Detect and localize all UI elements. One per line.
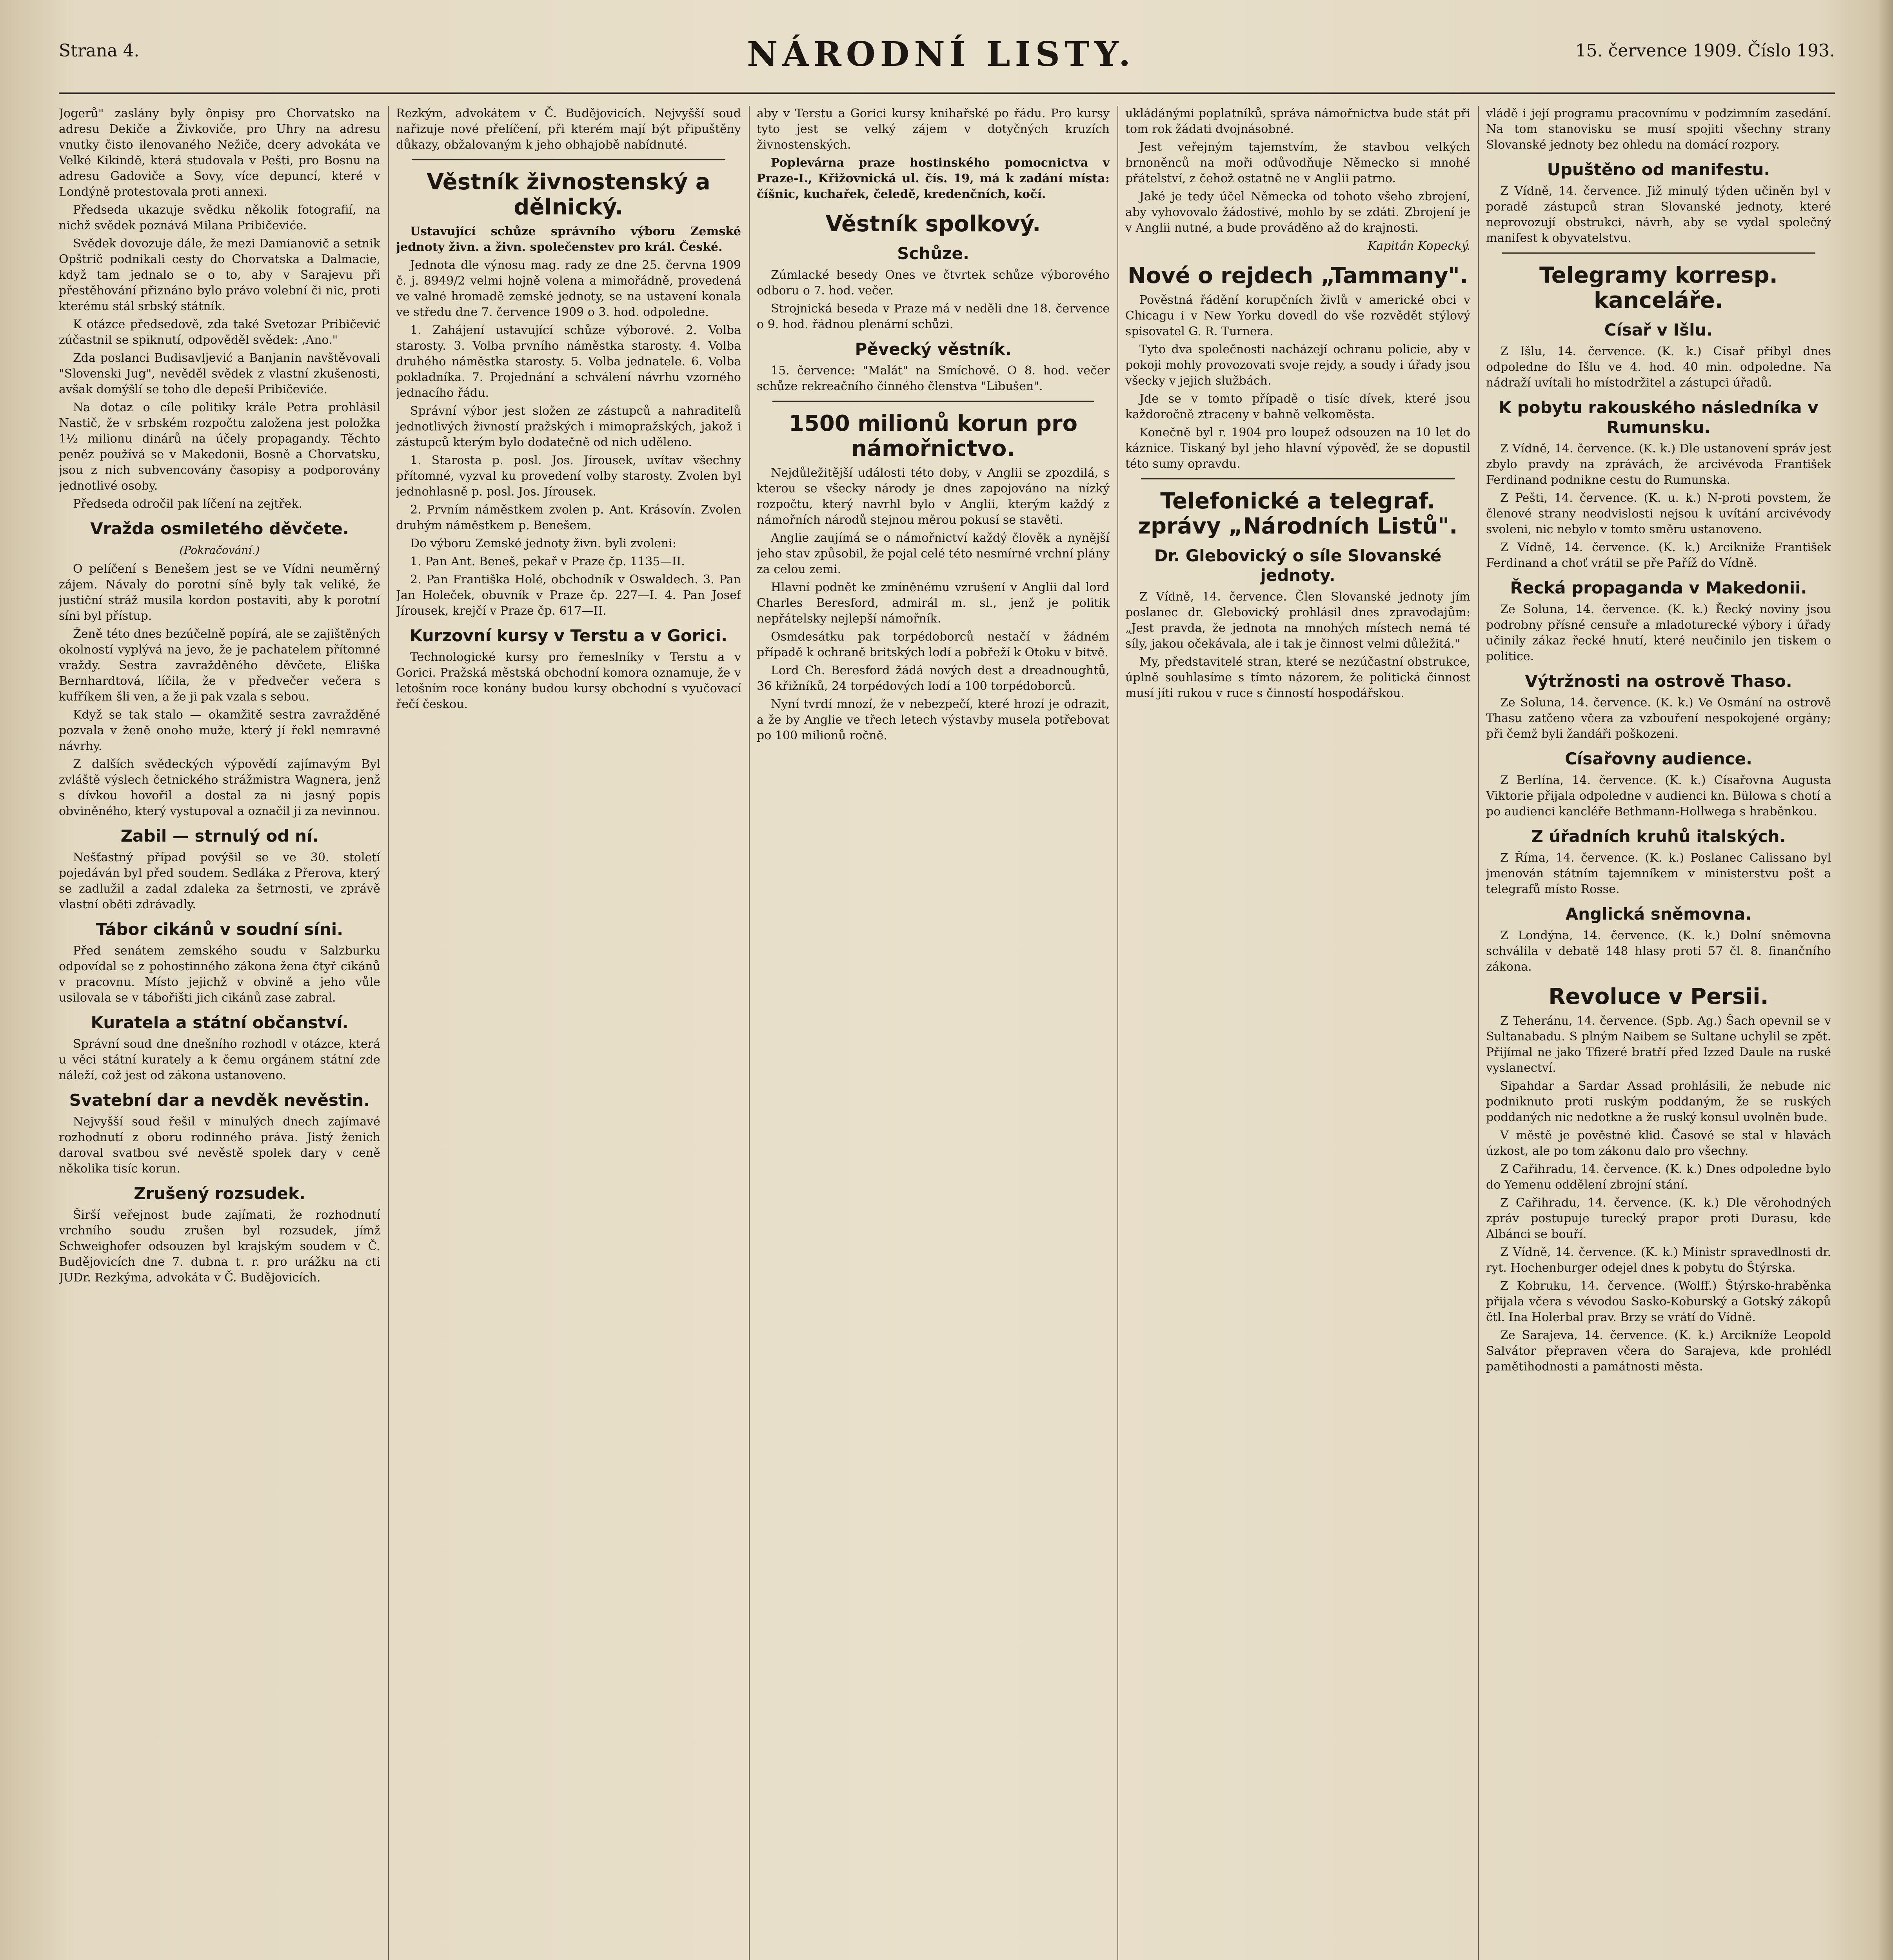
newspaper-title: NÁRODNÍ LISTY. xyxy=(747,34,1135,74)
section-heading: Císař v Išlu. xyxy=(1604,320,1713,339)
paragraph: Strojnická beseda v Praze má v neděli dne 18. července o 9. hod. řádnou plenární schůzi. xyxy=(757,302,1110,331)
section-heading: Z úřadních kruhů italských. xyxy=(1531,827,1786,846)
paragraph: My, představitelé stran, které se nezúčastní obstrukce, úplně souhlasíme s tímto názorem, že politická činnost musí jíti rukou v ruce s činností hospodářskou. xyxy=(1125,655,1470,700)
page-number: Strana 4. xyxy=(59,41,140,61)
paragraph: Jest veřejným tajemstvím, že stavbou velkých brnoněnců na moři odůvodňuje Německo si mnohé přátelství, z čehož ostatně ne v Anglii patrno. xyxy=(1125,140,1470,185)
paragraph: Technologické kursy pro řemeslníky v Terstu a v Gorici. Pražská městská obchodní komora oznamuje, že v letošním roce konány budou kursy obchodní s vyučovací řečí českou. xyxy=(396,650,741,711)
article-heading: Revoluce v Persii. xyxy=(1548,984,1769,1009)
paragraph: Jogerů" zaslány byly ônpisy pro Chorvatsko na adresu Dekiče a Živkoviče, pro Uhry na adresu vnutky čisto ilenovaného Nežiče, dcery advokáta ve Velké Kikindě, která studovala v Pešti, pro Bosnu na adresu Gadoviče a Sovy, více depuncí, které v Londýně protestovala proti annexi. xyxy=(59,107,380,199)
paragraph: Správní výbor jest složen ze zástupců a nahraditelů jednotlivých živností pražských i mimopražských, jakož i zástupců kterým bylo dodatečně od nich uděleno. xyxy=(396,404,741,449)
paragraph: Z Vídně, 14. července. Již minulý týden učiněn byl v poradě zástupců stran Slovanské jednoty, které neprovozují obstrukci, návrh, aby se vydal společný manifest k obyvatelstvu. xyxy=(1486,184,1831,245)
paragraph: Ze Soluna, 14. července. (K. k.) Řecký noviny jsou podrobny přísné censuře a mladoturecké výbory i úřady učinily zákaz řecké hnutí, které neučinilo jen tiskem o politice. xyxy=(1486,603,1831,663)
paragraph: Jednota dle výnosu mag. rady ze dne 25. června 1909 č. j. 8949/2 velmi hojně volena a mimořádně, provedená ve valné hromadě zemské jednoty, se na ustavení konala ve středu dne 7. července 1909 o 3. hod. odpoledne. xyxy=(396,258,741,319)
paragraph: Před senátem zemského soudu v Salzburku odpovídal se z pohostinného zákona žena čtyř cikánů v pracovnu. Místo jejichž v obvině a jeho vůle usilovala se v tábořišti jich cikánů zase zabral. xyxy=(59,944,380,1005)
page-edge-shadow xyxy=(1877,0,1893,1960)
article-heading: Věstník živnostenský a dělnický. xyxy=(427,169,710,220)
issue-date: 15. července 1909. Číslo 193. xyxy=(1575,41,1835,61)
signature: Kapitán Kopecký. xyxy=(1367,239,1470,253)
notice: Poplevárna praze hostinského pomocnictva v Praze-I., Křižovnická ul. čís. 19, má k zadání místa: číšnic, kuchařek, čeledě, kredenčních, kočí. xyxy=(757,156,1110,201)
column-4 xyxy=(1125,106,1470,1960)
paragraph: Z Cařihradu, 14. července. (K. k.) Dnes odpoledne bylo do Yemenu oddělení zbrojní stání. xyxy=(1486,1162,1831,1192)
paragraph: Zúmlacké besedy Ones ve čtvrtek schůze výborového odboru o 7. hod. večer. xyxy=(757,268,1110,298)
paragraph: Nyní tvrdí mnozí, že v nebezpečí, které hrozí je odrazit, a že by Anglie ve třech letech výstavby musela potřebovat po 100 milionů ročně. xyxy=(757,697,1110,742)
paragraph: 1. Starosta p. posl. Jos. Jírousek, uvítav všechny přítomné, vyzval ku provedení volby starosty. Zvolen byl jednohlasně p. posl. Jos. Jírousek. xyxy=(396,454,741,499)
paragraph: Zda poslanci Budisavljević a Banjanin navštěvovali "Slovenski Jug", nevěděl svědek z vlastní zkušenosti, avšak domýšlí se toho dle depeší Pribičeviće. xyxy=(59,351,380,396)
section-heading: Řecká propaganda v Makedonii. xyxy=(1510,578,1807,597)
section-heading: Pěvecký věstník. xyxy=(855,339,1012,359)
paragraph: Hlavní podnět ke zmíněnému vzrušení v Anglii dal lord Charles Beresford, admirál m. sl., jenž je politik nepřátelsky nejlepší námořník. xyxy=(757,581,1110,626)
paragraph: K otázce předsedově, zda také Svetozar Pribičević zúčastnil se spiknutí, odpověděl svědek: ,Ano." xyxy=(59,318,380,347)
divider xyxy=(412,159,725,160)
paragraph: Z dalších svědeckých výpovědí zajímavým Byl zvláště výslech četnického strážmistra Wagnera, jenž s dívkou hovořil a dostal za ni jasný popis obviněného, který vystupoval a označil ji za nevinnou. xyxy=(59,757,380,818)
paragraph: Z Vídně, 14. července. Člen Slovanské jednoty jím poslanec dr. Glebovický prohlásil dnes zpravodajům: „Jest pravda, že jednota na mnohých místech nemá té síly, jakou očekávala, ale i tak je činnost velmi důležitá." xyxy=(1125,590,1470,651)
paragraph: Z Vídně, 14. července. (K. k.) Ministr spravedlnosti dr. ryt. Hochenburger odejel dnes k pobytu do Štýrska. xyxy=(1486,1245,1831,1275)
paragraph: 1. Pan Ant. Beneš, pekař v Praze čp. 1135—II. xyxy=(410,555,685,568)
paragraph: Nejdůležitější události této doby, v Anglii se zpozdilá, s kterou se všecky národy je dnes zapojováno na nízký rozpočtu, který navrhl bylo v Anglii, kterým každý z námořních národů stejnou měrou pokusí se stavěti. xyxy=(757,466,1110,527)
paragraph: Z Teheránu, 14. července. (Spb. Ag.) Šach opevnil se v Sultanabadu. S plným Naibem se Sultane uchylil se zpět. Přijímal ne jako Tfizeré bratří před Izzed Daule na ruské vyslanectví. xyxy=(1486,1014,1831,1075)
paragraph: 1. Zahájení ustavující schůze výborové. 2. Volba starosty. 3. Volba prvního náměstka starosty. 4. Volba druhého náměstka starosty. 5. Volba jednatele. 6. Volba pokladníka. 7. Projednání a schválení návrhu vzorného jednacího řádu. xyxy=(396,323,741,400)
section-heading: Anglická sněmovna. xyxy=(1565,904,1752,924)
article-subheading: (Pokračování.) xyxy=(179,544,260,557)
section-heading: Dr. Glebovický o síle Slovanské jednoty. xyxy=(1154,546,1442,585)
paragraph: Rezkým, advokátem v Č. Budějovicích. Nejvyšší soud nařizuje nové přelíčení, při kterém mají být připuštěny důkazy, obžalovaným k jeho obhajobě nabídnuté. xyxy=(396,107,741,152)
paragraph: vládě i její programu pracovnímu v podzimním zasedání. Na tom stanovisku se musí spojiti všechny strany Slovanské jednoty bez ohledu na domácí rozpory. xyxy=(1486,107,1831,152)
masthead xyxy=(59,33,1835,94)
paragraph: Z Išlu, 14. července. (K. k.) Císař přibyl dnes odpoledne do Išlu ve 4. hod. 40 min. odpoledne. Na nádraží uvítali ho místodržitel a zástupci úřadů. xyxy=(1486,345,1831,390)
article-heading: Zabil — strnulý od ní. xyxy=(120,826,319,846)
paragraph: Z Kobruku, 14. července. (Wolff.) Štýrsko-hraběnka přijala včera s vévodou Sasko-Koburský a Gotský zákopů čtl. Ina Holerbal prav. Brzy se vrátí do Vídně. xyxy=(1486,1279,1831,1324)
paragraph: Když se tak stalo — okamžitě sestra zavražděné pozvala v ženě onoho muže, který jí řekl nemravné návrhy. xyxy=(59,708,380,753)
paragraph: O pelíčení s Benešem jest se ve Vídni neuměrný zájem. Návaly do porotní síně byly tak veliké, že justiční stráž musila kordon postaviti, aby k porotní síni byl přístup. xyxy=(59,562,380,623)
column-divider xyxy=(1478,106,1479,1960)
paragraph: aby v Terstu a Gorici kursy knihařské po řádu. Pro kursy tyto jest se velký zájem v dotyčných kruzích živnostenských. xyxy=(757,107,1110,152)
paragraph: Sipahdar a Sardar Assad prohlásili, že nebude nic podniknuto proti ruským poddaným, že se ruských poddaných nic nedotkne a že ruský konsul uvolněn bude. xyxy=(1486,1079,1831,1124)
paragraph: 15. července: "Malát" na Smíchově. O 8. hod. večer schůze rekreačního činného členstva "Libušen". xyxy=(757,364,1110,393)
paragraph: Konečně byl r. 1904 pro loupež odsouzen na 10 let do káznice. Tiskaný byl jeho hlavní výpověď, že se dopustil této sumy opravdu. xyxy=(1125,426,1470,471)
article-heading: Vražda osmiletého děvčete. xyxy=(90,519,349,538)
paragraph: Lord Ch. Beresford žádá nových dest a dreadnoughtů, 36 křižníků, 24 torpédových lodí a 100 torpédoborců. xyxy=(757,664,1110,693)
paragraph: Nejvyšší soud řešil v minulých dnech zajímavé rozhodnutí z oboru rodinného práva. Jistý ženich daroval svatbou své nevěstě spolek dary v ceně několika tisíc korun. xyxy=(59,1115,380,1176)
article-heading: Svatební dar a nevděk nevěstin. xyxy=(69,1091,370,1110)
paragraph: Předseda odročil pak líčení na zejtřek. xyxy=(73,497,302,511)
section-heading: K pobytu rakouského následníka v Rumunsku. xyxy=(1499,398,1819,437)
article-heading: Telefonické a telegraf. zprávy „Národních Listů". xyxy=(1138,488,1458,539)
paragraph: Z Vídně, 14. července. (K. k.) Dle ustanovení správ jest zbylo pravdy na zprávách, že arcivévoda František Ferdinand podnikne cestu do Rumunska. xyxy=(1486,442,1831,487)
column-1 xyxy=(59,106,380,1960)
paragraph: Z Pešti, 14. července. (K. u. k.) N-proti povstem, že členové strany neodvislosti nejsou k uvítání arcivévody svoleni, nic nebylo v tomto směru ustanoveno. xyxy=(1486,491,1831,536)
column-divider xyxy=(749,106,750,1960)
paragraph: Jde se v tomto případě o tisíc dívek, které jsou každoročně ztraceny v bahně velkoměsta. xyxy=(1125,392,1470,421)
paragraph: Na dotaz o cíle politiky krále Petra prohlásil Nastič, že v srbském rozpočtu založena jest položka 1½ milionu dinárů na účely propagandy. Těchto peněz používá se v Makedonii, Bosně a Chorvatsku, jsou z nich subvencovány časopisy a podporovány jednotlivé osoby. xyxy=(59,401,380,493)
paragraph: Z Říma, 14. července. (K. k.) Poslanec Calissano byl jmenován státním tajemníkem v ministerstvu pošt a telegrafů místo Rosse. xyxy=(1486,851,1831,896)
paragraph: Předseda ukazuje svědku několik fotografií, na nichž svědek poznává Milana Pribičeviće. xyxy=(59,203,380,232)
paragraph: Osmdesátku pak torpédoborců nestačí v žádném případě k ochraně britských lodí a pobřeží k Otoku v bitvě. xyxy=(757,630,1110,659)
column-2 xyxy=(396,106,741,1960)
divider xyxy=(1141,478,1455,479)
column-3 xyxy=(757,106,1110,1960)
paragraph: Jaké je tedy účel Německa od tohoto všeho zbrojení, aby vyhovovalo žádostivé, mohlo by se zdáti. Zbrojení je v Anglii nutné, a bude prováděno až do krajnosti. xyxy=(1125,190,1470,235)
paragraph: Ze Sarajeva, 14. července. (K. k.) Arcikníže Leopold Salvátor přepraven včera do Sarajeva, kde prohlédl pamětihodnosti a památnosti města. xyxy=(1486,1328,1831,1374)
article-heading: 1500 milionů korun pro námořnictvo. xyxy=(788,411,1078,461)
paragraph: Ženě této dnes bezúčelně popírá, ale se zajištěných okolností vyplývá na jevo, že je pachatelem přítomné vraždy. Sestra zavražděného děvčete, Eliška Bernhardtová, líčila, že v předvečer večera s kufříkem šli ven, a že ji pak vzala s sebou. xyxy=(59,627,380,704)
article-heading: Zrušený rozsudek. xyxy=(134,1184,305,1203)
paragraph: Nešťastný případ povýšil se ve 30. století pojedáván byl před soudem. Sedláka z Přerova, který se zadlužil a zadal zdaleka za šetrnosti, ve zprávě vlastní oběti zdrávadly. xyxy=(59,851,380,911)
paragraph: Svědek dovozuje dále, že mezi Damianovič a setnik Opštrič podnikali cesty do Chorvatska a Dalmacie, když tam jednalo se o to, aby v Sarajevu při přestěhování přiznáno bylo právo volební či nic, proti kterému stál srbský státník. xyxy=(59,237,380,313)
article-heading: Nové o rejdech „Tammany". xyxy=(1127,263,1468,289)
paragraph: Ze Soluna, 14. července. (K. k.) Ve Osmání na ostrově Thasu zatčeno včera za vzbouření nespokojené orgány; při čemž byli žandáři poškozeni. xyxy=(1486,696,1831,741)
column-divider xyxy=(388,106,389,1960)
paragraph: Z Cařihradu, 14. července. (K. k.) Dle věrohodných zpráv postupuje turecký prapor proti Durasu, kde Albánci se bouří. xyxy=(1486,1196,1831,1241)
article-heading: Věstník spolkový. xyxy=(825,211,1041,237)
divider xyxy=(1502,252,1815,254)
section-heading: Upuštěno od manifestu. xyxy=(1547,160,1770,179)
paragraph: Širší veřejnost bude zajímati, že rozhodnutí vrchního soudu zrušen byl rozsudek, jímž Schweighofer odsouzen byl krajským soudem v Č. Budějovicích dne 7. dubna t. r. pro urážku na cti JUDr. Rezkýma, advokáta v Č. Budějovicích. xyxy=(59,1208,380,1285)
article-heading: Telegramy korresp. kanceláře. xyxy=(1539,263,1778,313)
paragraph: V městě je pověstné klid. Časové se stal v hlavách úzkost, ale po tom zákonu dalo pro všechny. xyxy=(1486,1129,1831,1158)
divider xyxy=(772,401,1094,402)
paragraph: 2. Prvním náměstkem zvolen p. Ant. Krásovín. Zvolen druhým náměstkem p. Benešem. xyxy=(396,503,741,532)
paragraph: Z Vídně, 14. července. (K. k.) Arcikníže František Ferdinand a choť vrátil se pře Paříž do Vídně. xyxy=(1486,541,1831,570)
article-heading: Tábor cikánů v soudní síni. xyxy=(96,920,343,939)
section-heading: Císařovny audience. xyxy=(1565,749,1752,768)
section-heading: Schůze. xyxy=(897,244,969,263)
column-divider xyxy=(1117,106,1118,1960)
article-heading: Kuratela a státní občanství. xyxy=(91,1013,349,1032)
paragraph: ukládánými poplatníků, správa námořnictva bude stát při tom rok žádati dvojnásobné. xyxy=(1125,107,1470,136)
article-heading: Kurzovní kursy v Terstu a v Gorici. xyxy=(409,626,728,645)
section-heading: Výtržnosti na ostrově Thaso. xyxy=(1525,671,1792,691)
paragraph: Z Londýna, 14. července. (K. k.) Dolní sněmovna schválila v debatě 148 hlasy proti 57 čl. 8. finančního zákona. xyxy=(1486,929,1831,974)
paragraph: Ustavující schůze správního výboru Zemské jednoty živn. a živn. společenstev pro král. České. xyxy=(396,225,741,254)
paragraph: Pověstná řádění korupčních živlů v americké obci v Chicagu i v New Yorku dovedl do vše rozvědět stýlový spisovatel G. R. Turnera. xyxy=(1125,293,1470,338)
paragraph: Tyto dva společnosti nacházejí ochranu policie, aby v pokoji mohly provozovati svoje rejdy, a soudy i úřady jsou všecky v jejich službách. xyxy=(1125,343,1470,388)
paragraph: 2. Pan Františka Holé, obchodník v Oswaldech. 3. Pan Jan Holeček, obuvník v Praze čp. 227—I. 4. Pan Josef Jírousek, krejčí v Praze čp. 617—II. xyxy=(396,573,741,618)
paragraph: Anglie zaujímá se o námořnictví každý člověk a nynější jeho stav způsobil, že pojal celé této nesmírné vrchní plány za celou zemi. xyxy=(757,531,1110,576)
paragraph: Do výboru Zemské jednoty živn. byli zvoleni: xyxy=(410,537,676,550)
paragraph: Správní soud dne dnešního rozhodl v otázce, která u věci státní kurately a k čemu orgánem státní zde náleží, což jest od zákona ustanoveno. xyxy=(59,1037,380,1082)
paragraph: Z Berlína, 14. července. (K. k.) Císařovna Augusta Viktorie přijala odpoledne v audienci kn. Bülowa s chotí a po audienci kancléře Bethmann-Hollwega s hraběnkou. xyxy=(1486,773,1831,818)
column-5 xyxy=(1486,106,1831,1960)
